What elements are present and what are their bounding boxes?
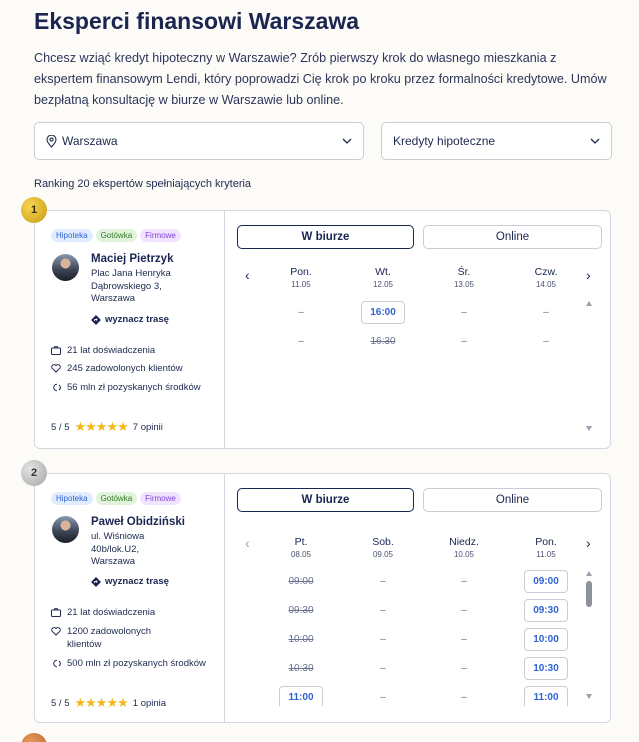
rating: [51, 695, 166, 711]
rating-score: 5 / 5: [51, 697, 70, 709]
tag-hipoteka: Hipoteka: [51, 492, 93, 505]
experience-stat: [51, 607, 216, 620]
calendar: [226, 474, 610, 722]
funds-text: 56 mln zł pozyskanych środków: [67, 382, 201, 393]
time-slot-unavailable: 10:30: [288, 663, 314, 674]
clients-text: 1200 zadowolonych klientów: [67, 626, 151, 650]
day-header: Pon. 11.05: [290, 266, 312, 289]
route-label: wyznacz trasę: [105, 314, 169, 325]
time-slot-button[interactable]: 11:00: [279, 686, 323, 706]
address-line: 40b/lok.U2,: [91, 543, 140, 555]
product-select[interactable]: [381, 122, 612, 160]
funds-text: 500 mln zł pozyskanych środków: [67, 658, 206, 669]
clients-stat: [51, 626, 181, 651]
rating: [51, 419, 163, 435]
time-slot-empty: –: [461, 663, 467, 674]
address-line: Warszawa: [91, 293, 135, 304]
prev-days-icon[interactable]: ‹: [245, 535, 250, 551]
day-header: Sob. 09.05: [372, 536, 394, 559]
time-slot-empty: –: [461, 634, 467, 645]
avatar: [52, 254, 79, 281]
clients-text: 245 zadowolonych klientów: [67, 363, 183, 374]
expert-name[interactable]: Paweł Obidziński: [91, 516, 185, 528]
expert-card: [34, 210, 611, 449]
rating-score: 5 / 5: [51, 421, 70, 433]
expert-info: [35, 474, 225, 722]
time-slot-empty: –: [380, 663, 386, 674]
time-slot-button[interactable]: 10:00: [524, 628, 568, 651]
time-slot-empty: –: [380, 605, 386, 616]
time-slot-button[interactable]: 09:00: [524, 570, 568, 593]
tab-online[interactable]: Online: [423, 225, 602, 249]
scrollbar-thumb[interactable]: [586, 581, 592, 607]
expert-address: [91, 268, 216, 306]
coins-icon: [51, 658, 61, 671]
page-intro: Chcesz wziąć kredyt hipoteczny w Warszawie? Zrób pierwszy krok do własnego mieszkania z ekspertem finansowym Lendi, który poprowadzi Cię krok po kroku przez formalności kredytowe. Umów bezpłatną konsultację w biurze w Warszawie lub online.: [34, 51, 607, 107]
day-header: Niedz. 10.05: [449, 536, 479, 559]
chevron-down-icon: [342, 138, 352, 144]
rank-badge: 1: [21, 197, 47, 223]
time-slot-button[interactable]: 09:30: [524, 599, 568, 622]
address-line: ul. Wiśniowa: [91, 531, 145, 542]
time-slot-empty: –: [461, 307, 467, 318]
next-days-icon[interactable]: ›: [586, 267, 591, 283]
time-slot-empty: –: [380, 634, 386, 645]
heart-icon: [51, 626, 61, 651]
time-slot-button[interactable]: 11:00: [524, 686, 568, 706]
directions-icon: [91, 315, 101, 325]
tag-firmowe: Firmowe: [140, 492, 181, 505]
time-slot-empty: –: [380, 692, 386, 703]
expert-address: [91, 531, 216, 569]
product-tags: [51, 492, 181, 505]
experience-stat: [51, 345, 216, 358]
route-link[interactable]: [91, 314, 169, 325]
reviews-link[interactable]: 1 opinia: [132, 697, 167, 709]
time-slot-unavailable: 16:30: [370, 336, 396, 347]
reviews-link[interactable]: 7 opinii: [132, 421, 163, 433]
day-header: Śr. 13.05: [453, 266, 475, 289]
day-header: Wt. 12.05: [372, 266, 394, 289]
tag-gotowka: Gotówka: [96, 229, 138, 242]
time-slot-empty: –: [298, 307, 304, 318]
experience-text: 21 lat doświadczenia: [67, 345, 156, 356]
expert-card: [34, 473, 611, 723]
tag-hipoteka: Hipoteka: [51, 229, 93, 242]
funds-stat: [51, 382, 216, 395]
briefcase-icon: [51, 607, 61, 620]
product-tags: [51, 229, 181, 242]
expert-name[interactable]: Maciej Pietrzyk: [91, 253, 174, 265]
address-line: Warszawa: [91, 556, 135, 567]
route-label: wyznacz trasę: [105, 576, 169, 587]
city-select-value: Warszawa: [62, 134, 118, 148]
star-rating-icon: ★★★★★: [74, 695, 128, 710]
time-slots: [226, 474, 610, 706]
clients-stat: [51, 363, 216, 376]
product-select-value: Kredyty hipoteczne: [393, 134, 496, 148]
tag-gotowka: Gotówka: [96, 492, 138, 505]
rank-badge: 2: [21, 460, 47, 486]
scrollbar[interactable]: [586, 571, 592, 699]
heart-icon: [51, 363, 61, 376]
tab-online[interactable]: Online: [423, 488, 602, 512]
location-pin-icon: [46, 135, 57, 148]
star-rating-icon: ★★★★★: [74, 419, 128, 434]
time-slot-empty: –: [298, 336, 304, 347]
day-header: Pon. 11.05: [535, 536, 557, 559]
address-line: Dąbrowskiego 3,: [91, 280, 162, 292]
time-slot-empty: –: [543, 307, 549, 318]
next-days-icon[interactable]: ›: [586, 535, 591, 551]
time-slot-empty: –: [461, 692, 467, 703]
coins-icon: [51, 382, 61, 395]
expert-info: [35, 211, 225, 448]
briefcase-icon: [51, 345, 61, 358]
funds-stat: [51, 658, 216, 671]
directions-icon: [91, 577, 101, 587]
time-slot-unavailable: 10:00: [288, 634, 314, 645]
tag-firmowe: Firmowe: [140, 229, 181, 242]
day-header: Pt. 08.05: [290, 536, 312, 559]
scrollbar[interactable]: [586, 301, 592, 431]
chevron-down-icon: [590, 138, 600, 144]
page-title: Eksperci finansowi Warszawa: [34, 8, 360, 34]
experience-text: 21 lat doświadczenia: [67, 607, 156, 618]
ranking-summary: Ranking 20 ekspertów spełniających kryteria: [34, 178, 252, 190]
day-header: Czw. 14.05: [534, 266, 558, 289]
address-line: Plac Jana Henryka: [91, 268, 171, 279]
time-slot-empty: –: [461, 576, 467, 587]
time-slot-empty: –: [461, 336, 467, 347]
prev-days-icon[interactable]: ‹: [245, 267, 250, 283]
time-slot-empty: –: [543, 336, 549, 347]
avatar: [52, 516, 79, 543]
route-link[interactable]: [91, 576, 169, 587]
time-slot-empty: –: [461, 605, 467, 616]
calendar: [226, 211, 610, 448]
time-slot-button[interactable]: 10:30: [524, 657, 568, 680]
time-slot-unavailable: 09:30: [288, 605, 314, 616]
tab-in-office[interactable]: W biurze: [237, 488, 414, 512]
time-slot-empty: –: [380, 576, 386, 587]
tab-in-office[interactable]: W biurze: [237, 225, 414, 249]
rank-badge-partial: [21, 733, 47, 742]
time-slot-button[interactable]: 16:00: [361, 301, 405, 324]
city-select[interactable]: [34, 122, 364, 160]
time-slot-unavailable: 09:00: [288, 576, 314, 587]
